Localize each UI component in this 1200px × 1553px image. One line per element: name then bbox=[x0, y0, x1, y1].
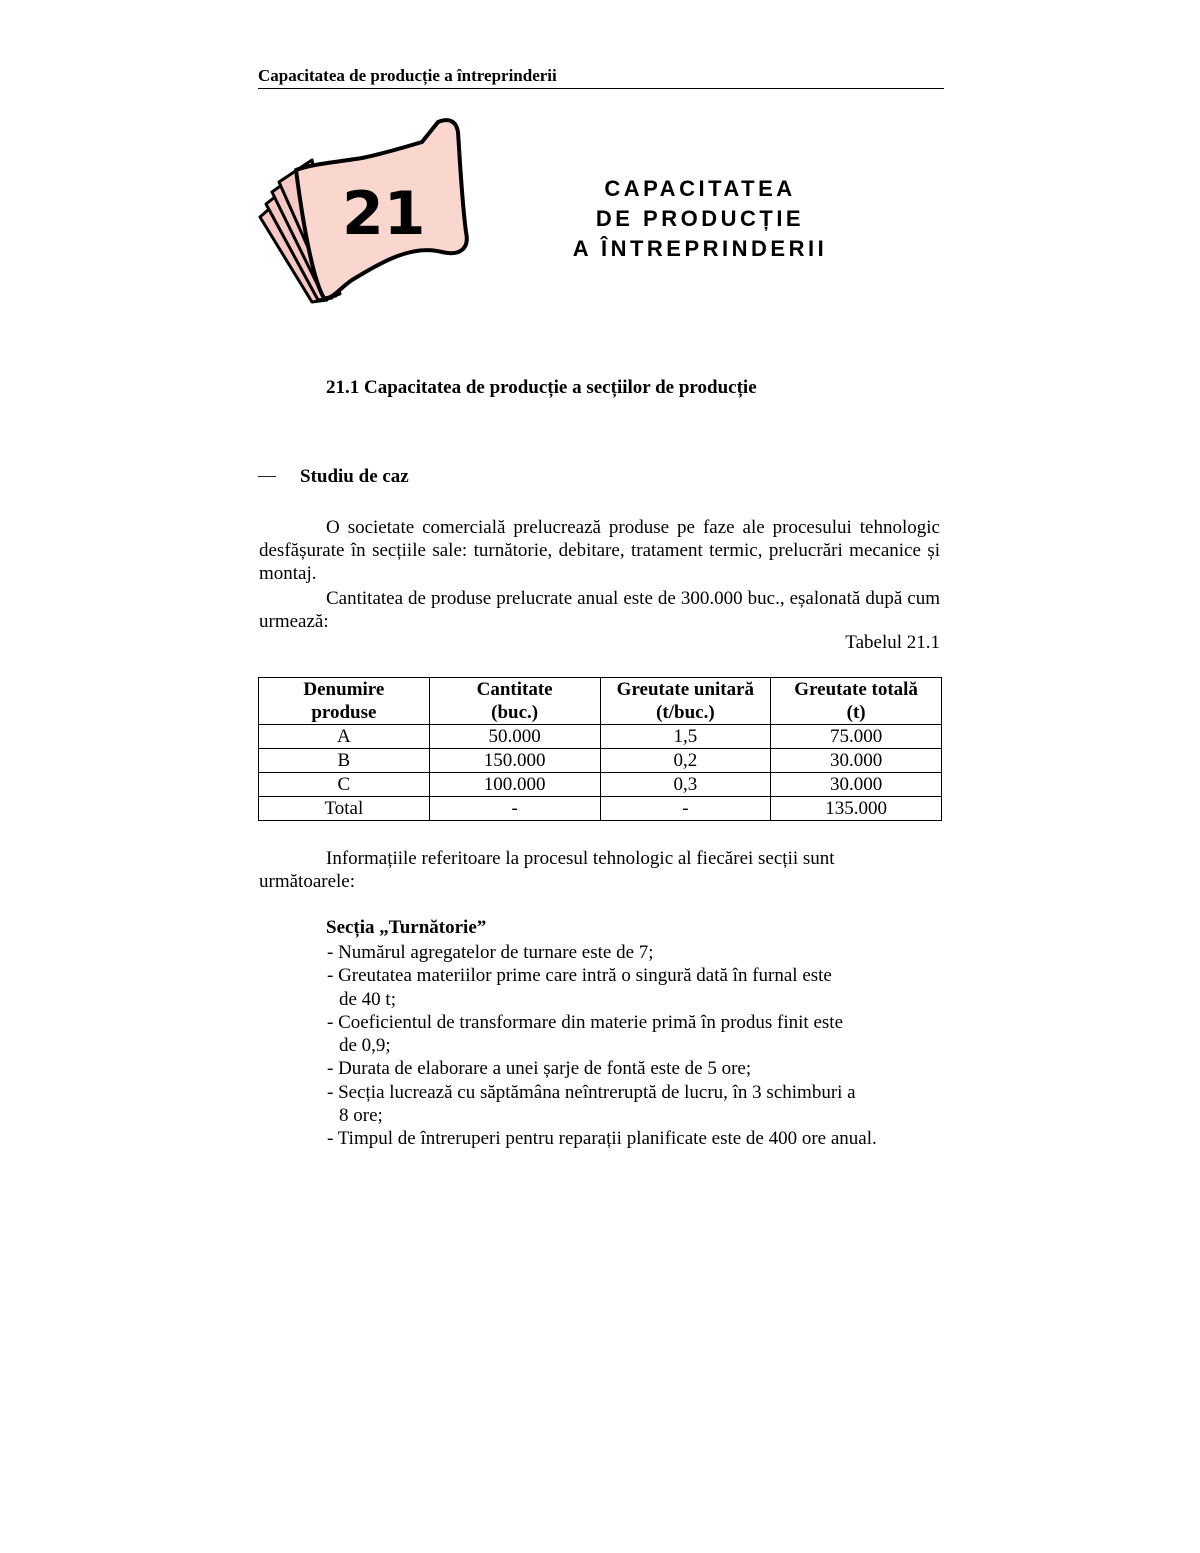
table-cell: A bbox=[259, 725, 430, 749]
table-cell: Total bbox=[259, 797, 430, 821]
case-study-paragraph: O societate comercială prelucrează produse pe faze ale procesului tehnologic desfășurate în secțiile sale: turnătorie, debitare, tratament termic, prelucrări mecanice și montaj. bbox=[259, 517, 940, 584]
table-cell: 150.000 bbox=[429, 749, 600, 773]
table-cell: 100.000 bbox=[429, 773, 600, 797]
table-cell: 30.000 bbox=[771, 773, 942, 797]
list-item: - Numărul agregatelor de turnare este de 7; bbox=[327, 942, 654, 963]
list-item: - Secția lucrează cu săptămâna neîntreruptă de lucru, în 3 schimburi a 8 ore; bbox=[327, 1081, 856, 1127]
case-study-title: Studiu de caz bbox=[300, 466, 409, 487]
info-paragraph: Informațiile referitoare la procesul tehnologic al fiecărei secții sunt următoarele: bbox=[259, 848, 835, 892]
table-header-cell: Greutate totală (t) bbox=[771, 678, 942, 725]
running-header: Capacitatea de producție a întreprinderii bbox=[258, 66, 944, 89]
chapter-title-line: DE PRODUCȚIE bbox=[595, 206, 805, 231]
list-item: - Timpul de întreruperi pentru reparații planificate este de 400 ore anual. bbox=[327, 1128, 877, 1150]
table-cell: 30.000 bbox=[771, 749, 942, 773]
table-header-cell: Greutate unitară (t/buc.) bbox=[600, 678, 771, 725]
case-study-dash: — bbox=[258, 465, 276, 485]
turnatorie-list bbox=[327, 941, 947, 1151]
turnatorie-title: Secția „Turnătorie” bbox=[326, 917, 487, 938]
chapter-number: 21 bbox=[342, 179, 426, 249]
products-table bbox=[258, 677, 942, 821]
chapter-title-line: A ÎNTREPRINDERII bbox=[572, 236, 828, 261]
table-header-cell: Cantitate (buc.) bbox=[429, 678, 600, 725]
table-cell: 135.000 bbox=[771, 797, 942, 821]
table-cell: C bbox=[259, 773, 430, 797]
table-cell: B bbox=[259, 749, 430, 773]
table-cell: - bbox=[429, 797, 600, 821]
table-header-row bbox=[259, 678, 942, 725]
list-item: - Durata de elaborare a unei șarje de fontă este de 5 ore; bbox=[327, 1058, 752, 1080]
list-item: - Coeficientul de transformare din materie primă în produs finit este de 0,9; bbox=[327, 1011, 843, 1057]
table-row bbox=[259, 773, 942, 797]
section-title: 21.1 Capacitatea de producție a secțiilor de producție bbox=[326, 377, 757, 398]
table-cell: 0,3 bbox=[600, 773, 771, 797]
table-label: Tabelul 21.1 bbox=[845, 632, 940, 653]
table-cell: 0,2 bbox=[600, 749, 771, 773]
list-item: - Greutatea materiilor prime care intră o singură dată în furnal este de 40 t; bbox=[327, 965, 832, 1010]
table-cell: - bbox=[600, 797, 771, 821]
table-total-row bbox=[259, 797, 942, 821]
table-header-cell: Denumire produse bbox=[259, 678, 430, 725]
table-row bbox=[259, 725, 942, 749]
folder-stack-icon bbox=[252, 112, 477, 307]
table-cell: 50.000 bbox=[429, 725, 600, 749]
table-cell: 75.000 bbox=[771, 725, 942, 749]
table-cell: 1,5 bbox=[600, 725, 771, 749]
table-row bbox=[259, 749, 942, 773]
chapter-title-line: CAPACITATEA bbox=[604, 176, 796, 201]
case-study-paragraph: Cantitatea de produse prelucrate anual este de 300.000 buc., eșalonată după cum urmează: bbox=[259, 588, 940, 632]
chapter-title bbox=[530, 174, 870, 264]
